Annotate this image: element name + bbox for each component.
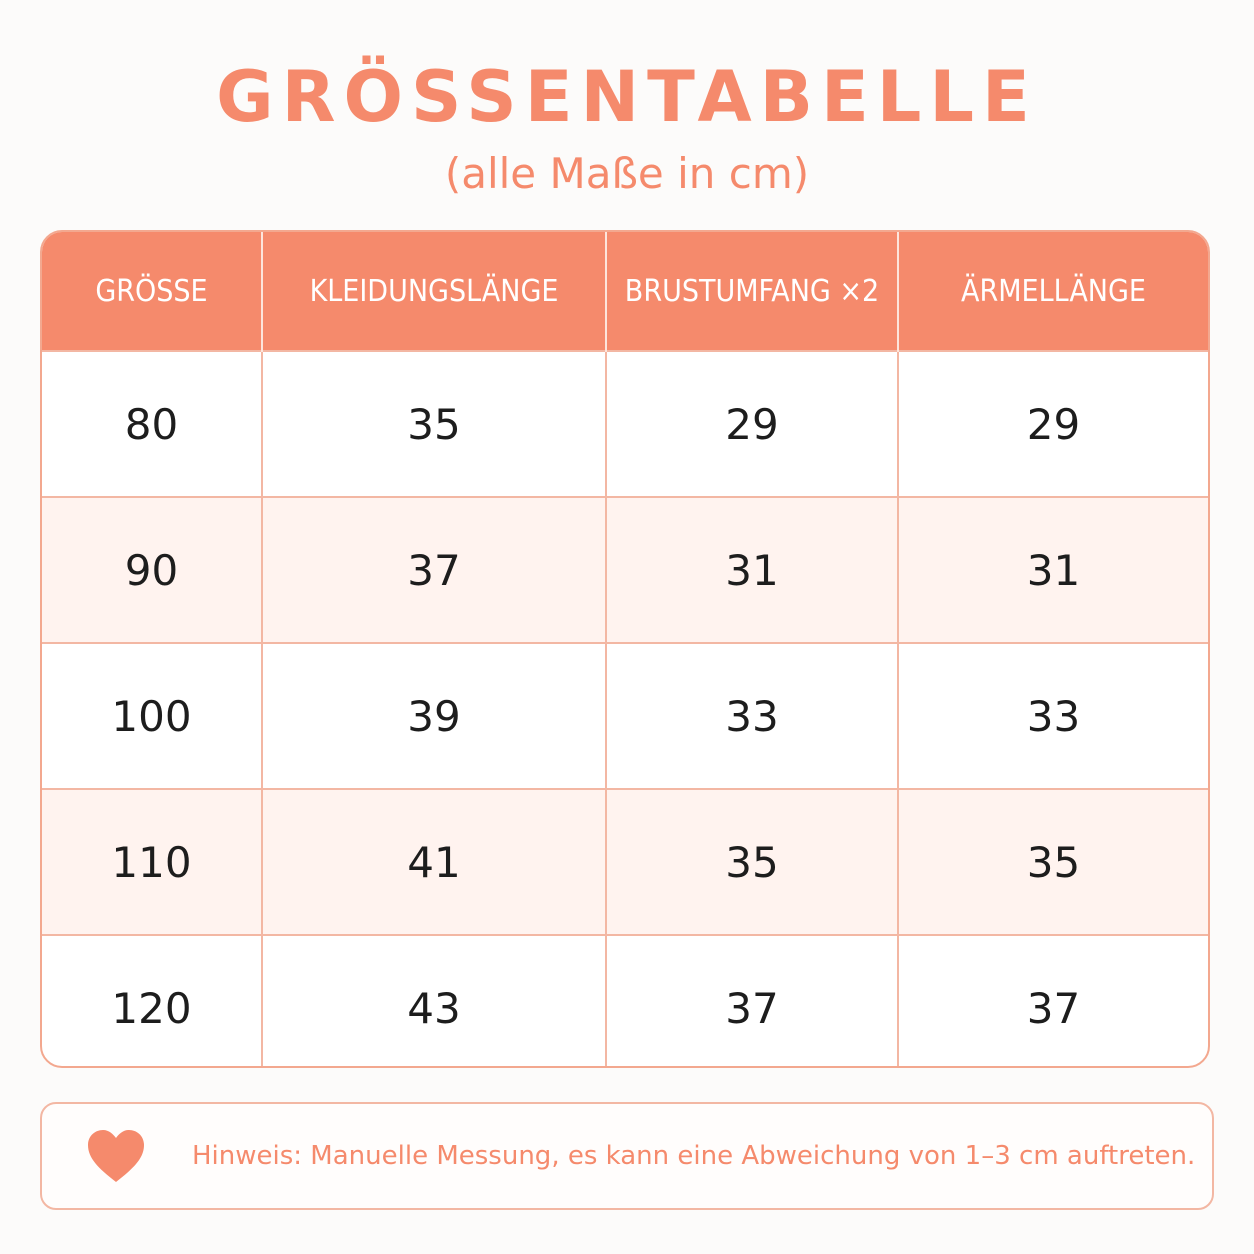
table-cell: 43 — [262, 935, 606, 1068]
table-cell: 31 — [606, 497, 898, 643]
table-row — [42, 497, 1208, 643]
page-subtitle: (alle Maße in cm) — [444, 149, 810, 198]
table-cell: 39 — [262, 643, 606, 789]
table-cell: 33 — [898, 643, 1208, 789]
table-cell: 31 — [898, 497, 1208, 643]
table-cell: 33 — [606, 643, 898, 789]
column-header-sleeve-length: ÄRMELLÄNGE — [898, 232, 1208, 351]
table-cell: 90 — [42, 497, 262, 643]
table-cell: 29 — [898, 351, 1208, 497]
table-cell: 35 — [606, 789, 898, 935]
table-row — [42, 789, 1208, 935]
table-cell: 35 — [262, 351, 606, 497]
table-cell: 110 — [42, 789, 262, 935]
table-cell: 100 — [42, 643, 262, 789]
size-table — [40, 230, 1210, 1068]
table-cell: 29 — [606, 351, 898, 497]
table-cell: 35 — [898, 789, 1208, 935]
table-cell: 41 — [262, 789, 606, 935]
column-header-garment-length: KLEIDUNGSLÄNGE — [262, 232, 606, 351]
table-header-row — [42, 232, 1208, 351]
heart-icon — [86, 1128, 146, 1184]
table-cell: 80 — [42, 351, 262, 497]
column-header-chest-width: BRUSTUMFANG ×2 — [606, 232, 898, 351]
table-cell: 37 — [898, 935, 1208, 1068]
column-header-size: GRÖSSE — [42, 232, 262, 351]
size-table-grid — [42, 232, 1208, 1068]
note-text: Hinweis: Manuelle Messung, es kann eine Abweichung von 1–3 cm auftreten. — [192, 1141, 1196, 1171]
table-row — [42, 643, 1208, 789]
note-box — [40, 1102, 1214, 1210]
table-cell: 37 — [262, 497, 606, 643]
table-cell: 120 — [42, 935, 262, 1068]
table-row — [42, 351, 1208, 497]
page-title: GRÖSSENTABELLE — [216, 56, 1038, 138]
table-row — [42, 935, 1208, 1068]
table-cell: 37 — [606, 935, 898, 1068]
